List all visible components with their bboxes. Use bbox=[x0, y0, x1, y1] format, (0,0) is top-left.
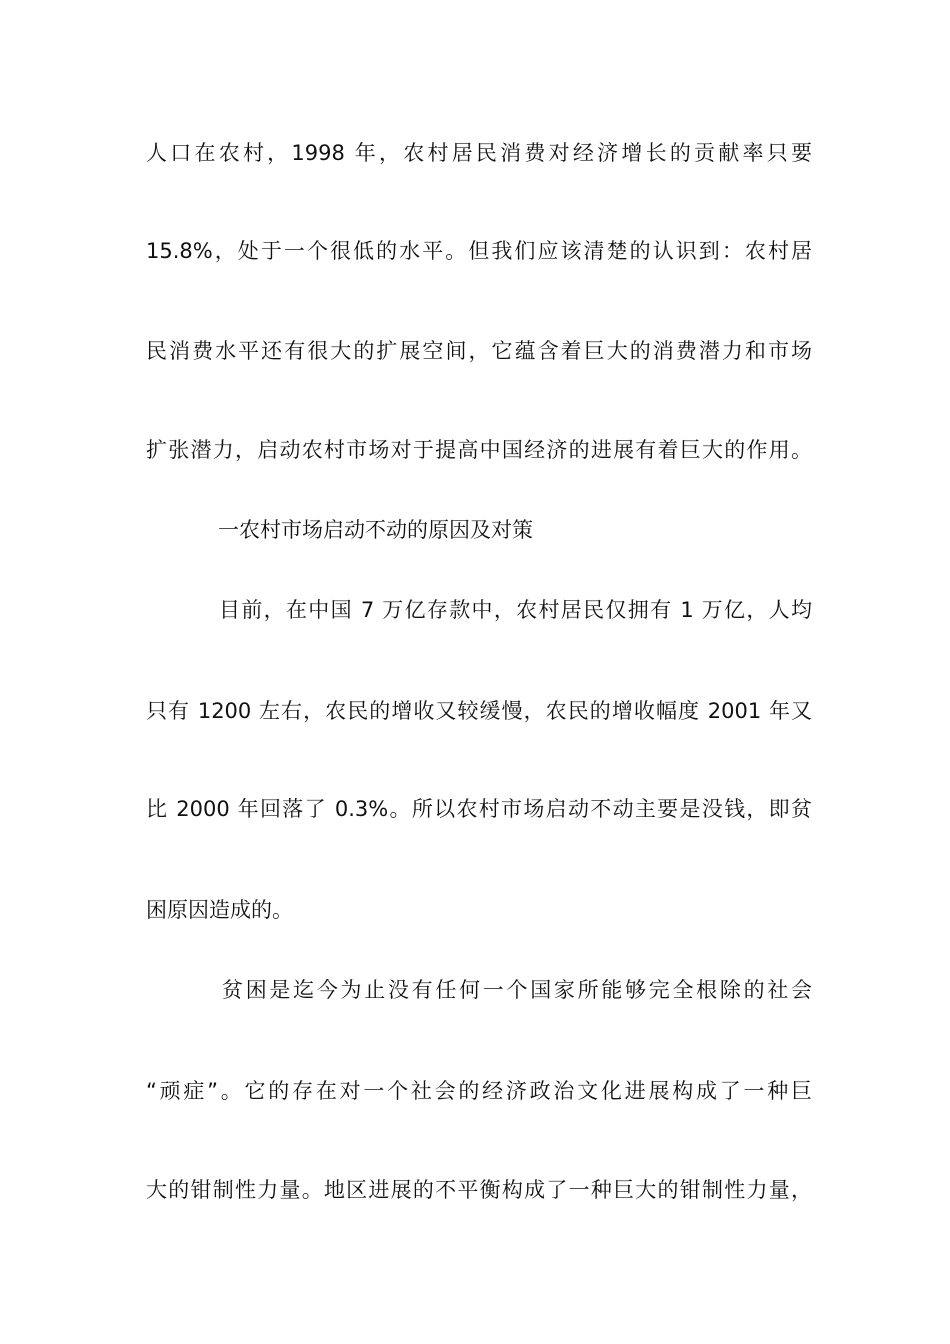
paragraph-line-4: 扩张潜力，启动农村市场对于提高中国经济的进展有着巨大的作用。 bbox=[146, 438, 812, 462]
paragraph-line-3: 民消费水平还有很大的扩展空间，它蕴含着巨大的消费潜力和市场 bbox=[146, 339, 812, 363]
paragraph-line-8: 困原因造成的。 bbox=[146, 898, 293, 922]
paragraph-line-10: “顽症”。它的存在对一个社会的经济政治文化进展构成了一种巨 bbox=[146, 1079, 812, 1103]
paragraph-line-7: 比 2000 年回落了 0.3%。所以农村市场启动不动主要是没钱，即贫 bbox=[146, 797, 812, 821]
paragraph-line-2: 15.8%，处于一个很低的水平。但我们应该清楚的认识到：农村居 bbox=[146, 239, 812, 263]
paragraph-line-1: 人口在农村，1998 年，农村居民消费对经济增长的贡献率只要 bbox=[146, 141, 812, 165]
paragraph-line-6: 只有 1200 左右，农民的增收又较缓慢，农民的增收幅度 2001 年又 bbox=[146, 699, 812, 723]
paragraph-line-11: 大的钳制性力量。地区进展的不平衡构成了一种巨大的钳制性力量， bbox=[146, 1178, 812, 1202]
paragraph-line-9: 贫困是迄今为止没有任何一个国家所能够完全根除的社会 bbox=[222, 978, 812, 1002]
paragraph-line-5: 目前，在中国 7 万亿存款中，农村居民仅拥有 1 万亿，人均 bbox=[219, 598, 812, 622]
section-heading: 一农村市场启动不动的原因及对策 bbox=[218, 518, 533, 542]
